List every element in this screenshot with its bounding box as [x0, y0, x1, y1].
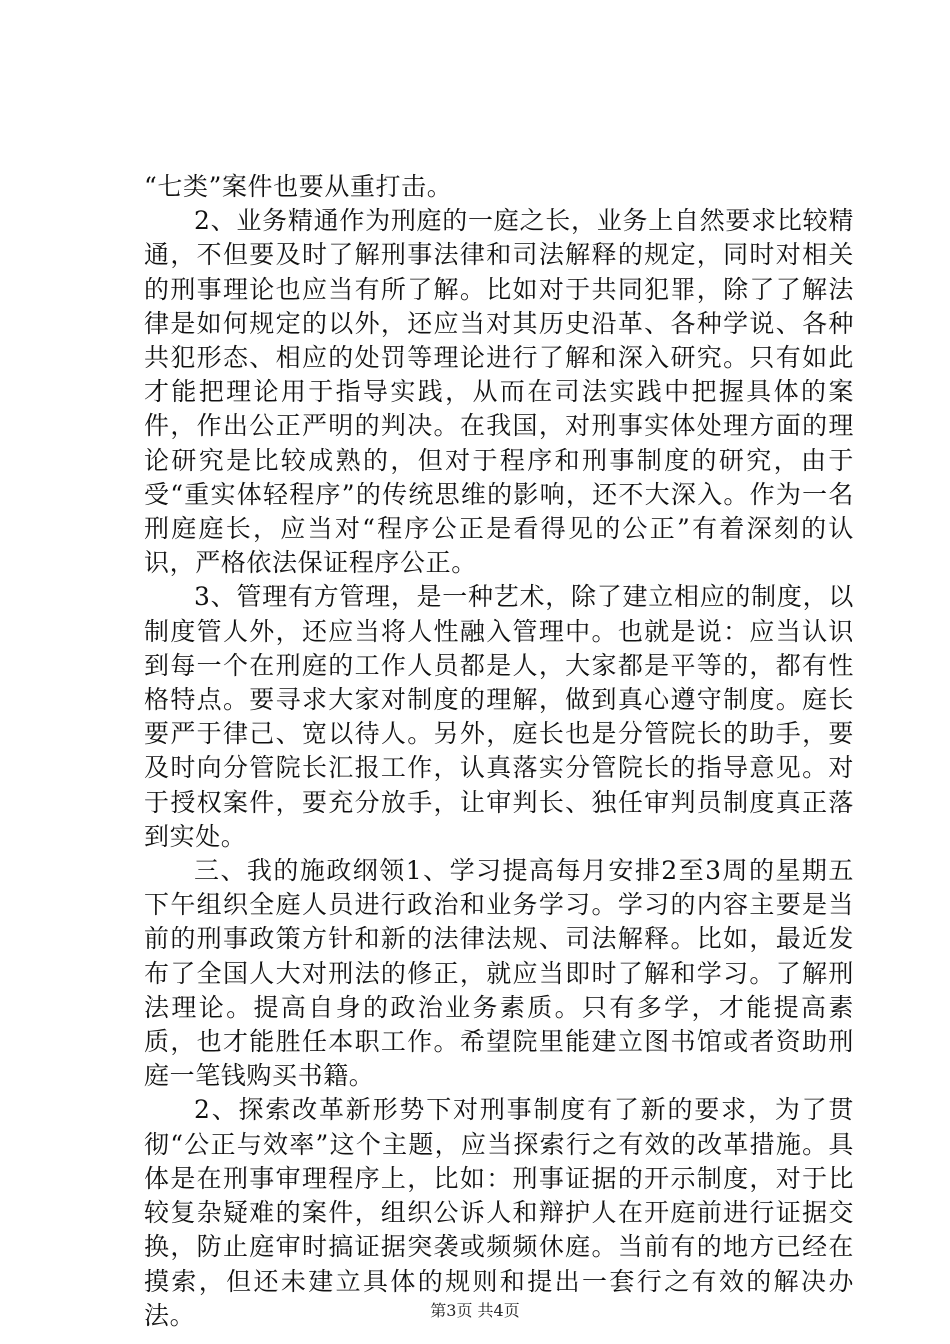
paragraph-business-expertise: 2、业务精通作为刑庭的一庭之长，业务上自然要求比较精通，不但要及时了解刑事法律和司法解释的规定，同时对相关的刑事理论也应当有所了解。比如对于共同犯罪，除了了解法律是如何规定的以外，还应当对其历史沿革、各种学说、各种共犯形态、相应的处罚等理论进行了解和深入研究。只有如此才能把理论用于指导实践，从而在司法实践中把握具体的案件，作出公正严明的判决。在我国，对刑事实体处理方面的理论研究是比较成熟的，但对于程序和刑事制度的研究，由于受“重实体轻程序”的传统思维的影响，还不大深入。作为一名刑庭庭长，应当对“程序公正是看得见的公正”有着深刻的认识，严格依法保证程序公正。 — [144, 206, 854, 578]
page-footer: 第3页 共4页 — [430, 1301, 520, 1320]
paragraph-reform: 2、探索改革新形势下对刑事制度有了新的要求，为了贯彻“公正与效率”这个主题，应当探索行之有效的改革措施。具体是在刑事审理程序上，比如：刑事证据的开示制度，对于比较复杂疑难的案件，组织公诉人和辩护人在开庭前进行证据交换，防止庭审时搞证据突袭或频频休庭。当前有的地方已经在摸索，但还未建立具体的规则和提出一套行之有效的解决办法。 — [144, 1095, 854, 1330]
document-body — [144, 170, 854, 1333]
paragraph-management: 3、管理有方管理，是一种艺术，除了建立相应的制度，以制度管人外，还应当将人性融入管理中。也就是说：应当认识到每一个在刑庭的工作人员都是人，大家都是平等的，都有性格特点。要寻求大家对制度的理解，做到真心遵守制度。庭长要严于律己、宽以待人。另外，庭长也是分管院长的助手，要及时向分管院长汇报工作，认真落实分管院长的指导意见。对于授权案件，要充分放手，让审判长、独任审判员制度真正落到实处。 — [144, 582, 854, 851]
paragraph-continuation: “七类”案件也要从重打击。 — [144, 172, 453, 201]
paragraph-policy-program: 三、我的施政纲领1、学习提高每月安排2至3周的星期五下午组织全庭人员进行政治和业务学习。学习的内容主要是当前的刑事政策方针和新的法律法规、司法解释。比如，最近发布了全国人大对刑法的修正，就应当即时了解和学习。了解刑法理论。提高自身的政治业务素质。只有多学，才能提高素质，也才能胜任本职工作。希望院里能建立图书馆或者资助刑庭一笔钱购买书籍。 — [144, 856, 854, 1091]
